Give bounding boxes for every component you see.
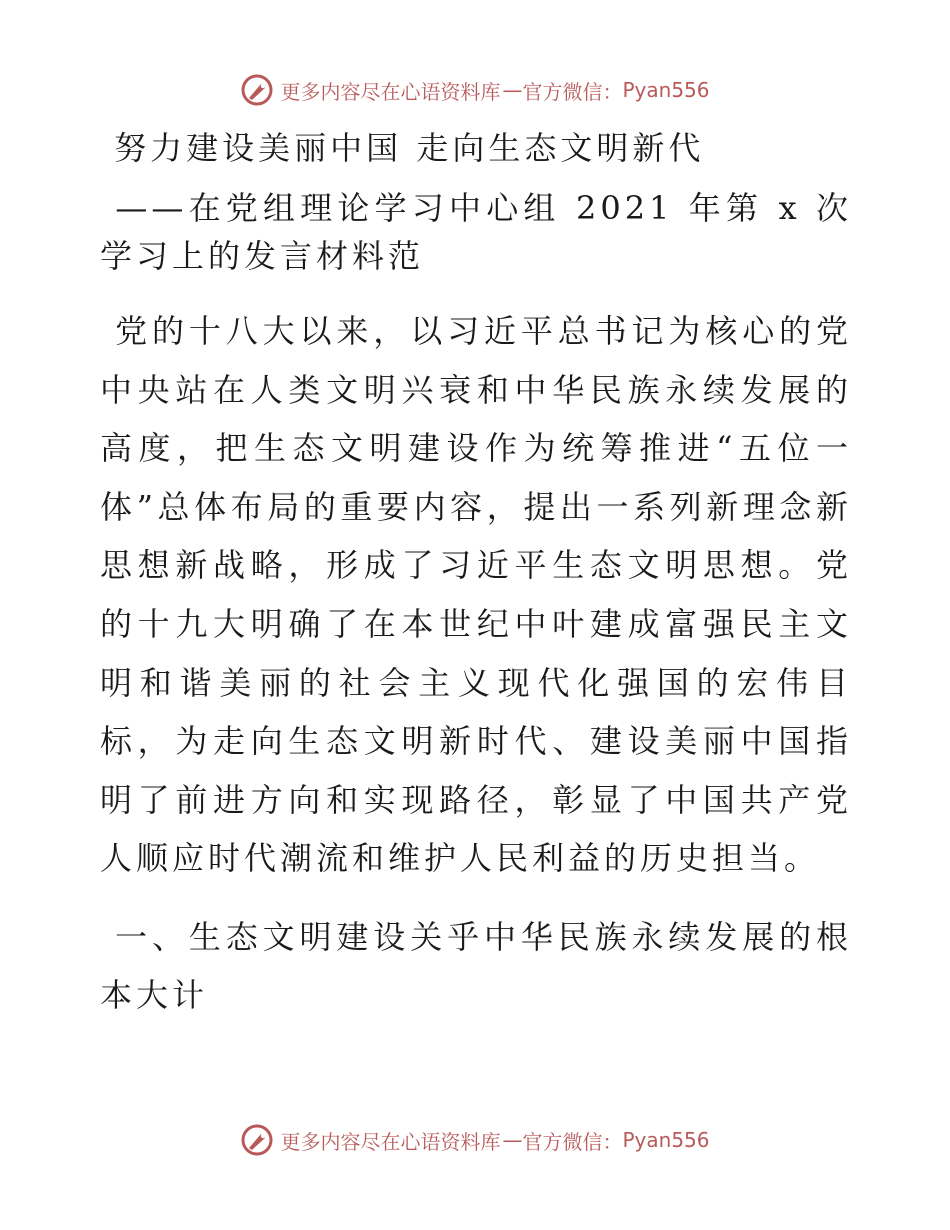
section-heading-1: 一、生态文明建设关乎中华民族永续发展的根本大计: [100, 917, 852, 1014]
banner-text: 更多内容尽在心语资料库: [280, 79, 501, 104]
banner-wechat-label: 官方微信：: [522, 79, 623, 104]
banner-text: 更多内容尽在心语资料库: [280, 1129, 501, 1154]
banner-wechat-id: Pyan556: [622, 78, 710, 102]
header-watermark-banner: [0, 70, 950, 110]
document-body: [100, 124, 852, 1024]
banner-wechat-id: Pyan556: [622, 1128, 710, 1152]
body-paragraph: 党的十八大以来，以习近平总书记为核心的党中央站在人类文明兴衰和中华民族永续发展的高度，把生态文明建设作为统筹推进“五位一体”总体布局的重要内容，提出一系列新理念新思想新战略，形成了习近平生态文明思想。党的十九大明确了在本世纪中叶建成富强民主文明和谐美丽的社会主义现代化强国的宏伟目标，为走向生态文明新时代、建设美丽中国指明了前进方向和实现路径，彰显了中国共产党人顺应时代潮流和维护人民利益的历史担当。: [100, 312, 852, 878]
pen-nib-circle-icon: [240, 1123, 274, 1157]
document-title: 努力建设美丽中国 走向生态文明新代: [100, 129, 705, 167]
banner-wechat-label: 官方微信：: [522, 1129, 623, 1154]
footer-watermark-banner: [0, 1120, 950, 1160]
banner-dash: —: [502, 1128, 523, 1152]
document-subtitle: ——在党组理论学习中心组 2021 年第 x 次学习上的发言材料范: [100, 189, 852, 275]
pen-nib-circle-icon: [240, 73, 274, 107]
banner-dash: —: [502, 78, 523, 102]
